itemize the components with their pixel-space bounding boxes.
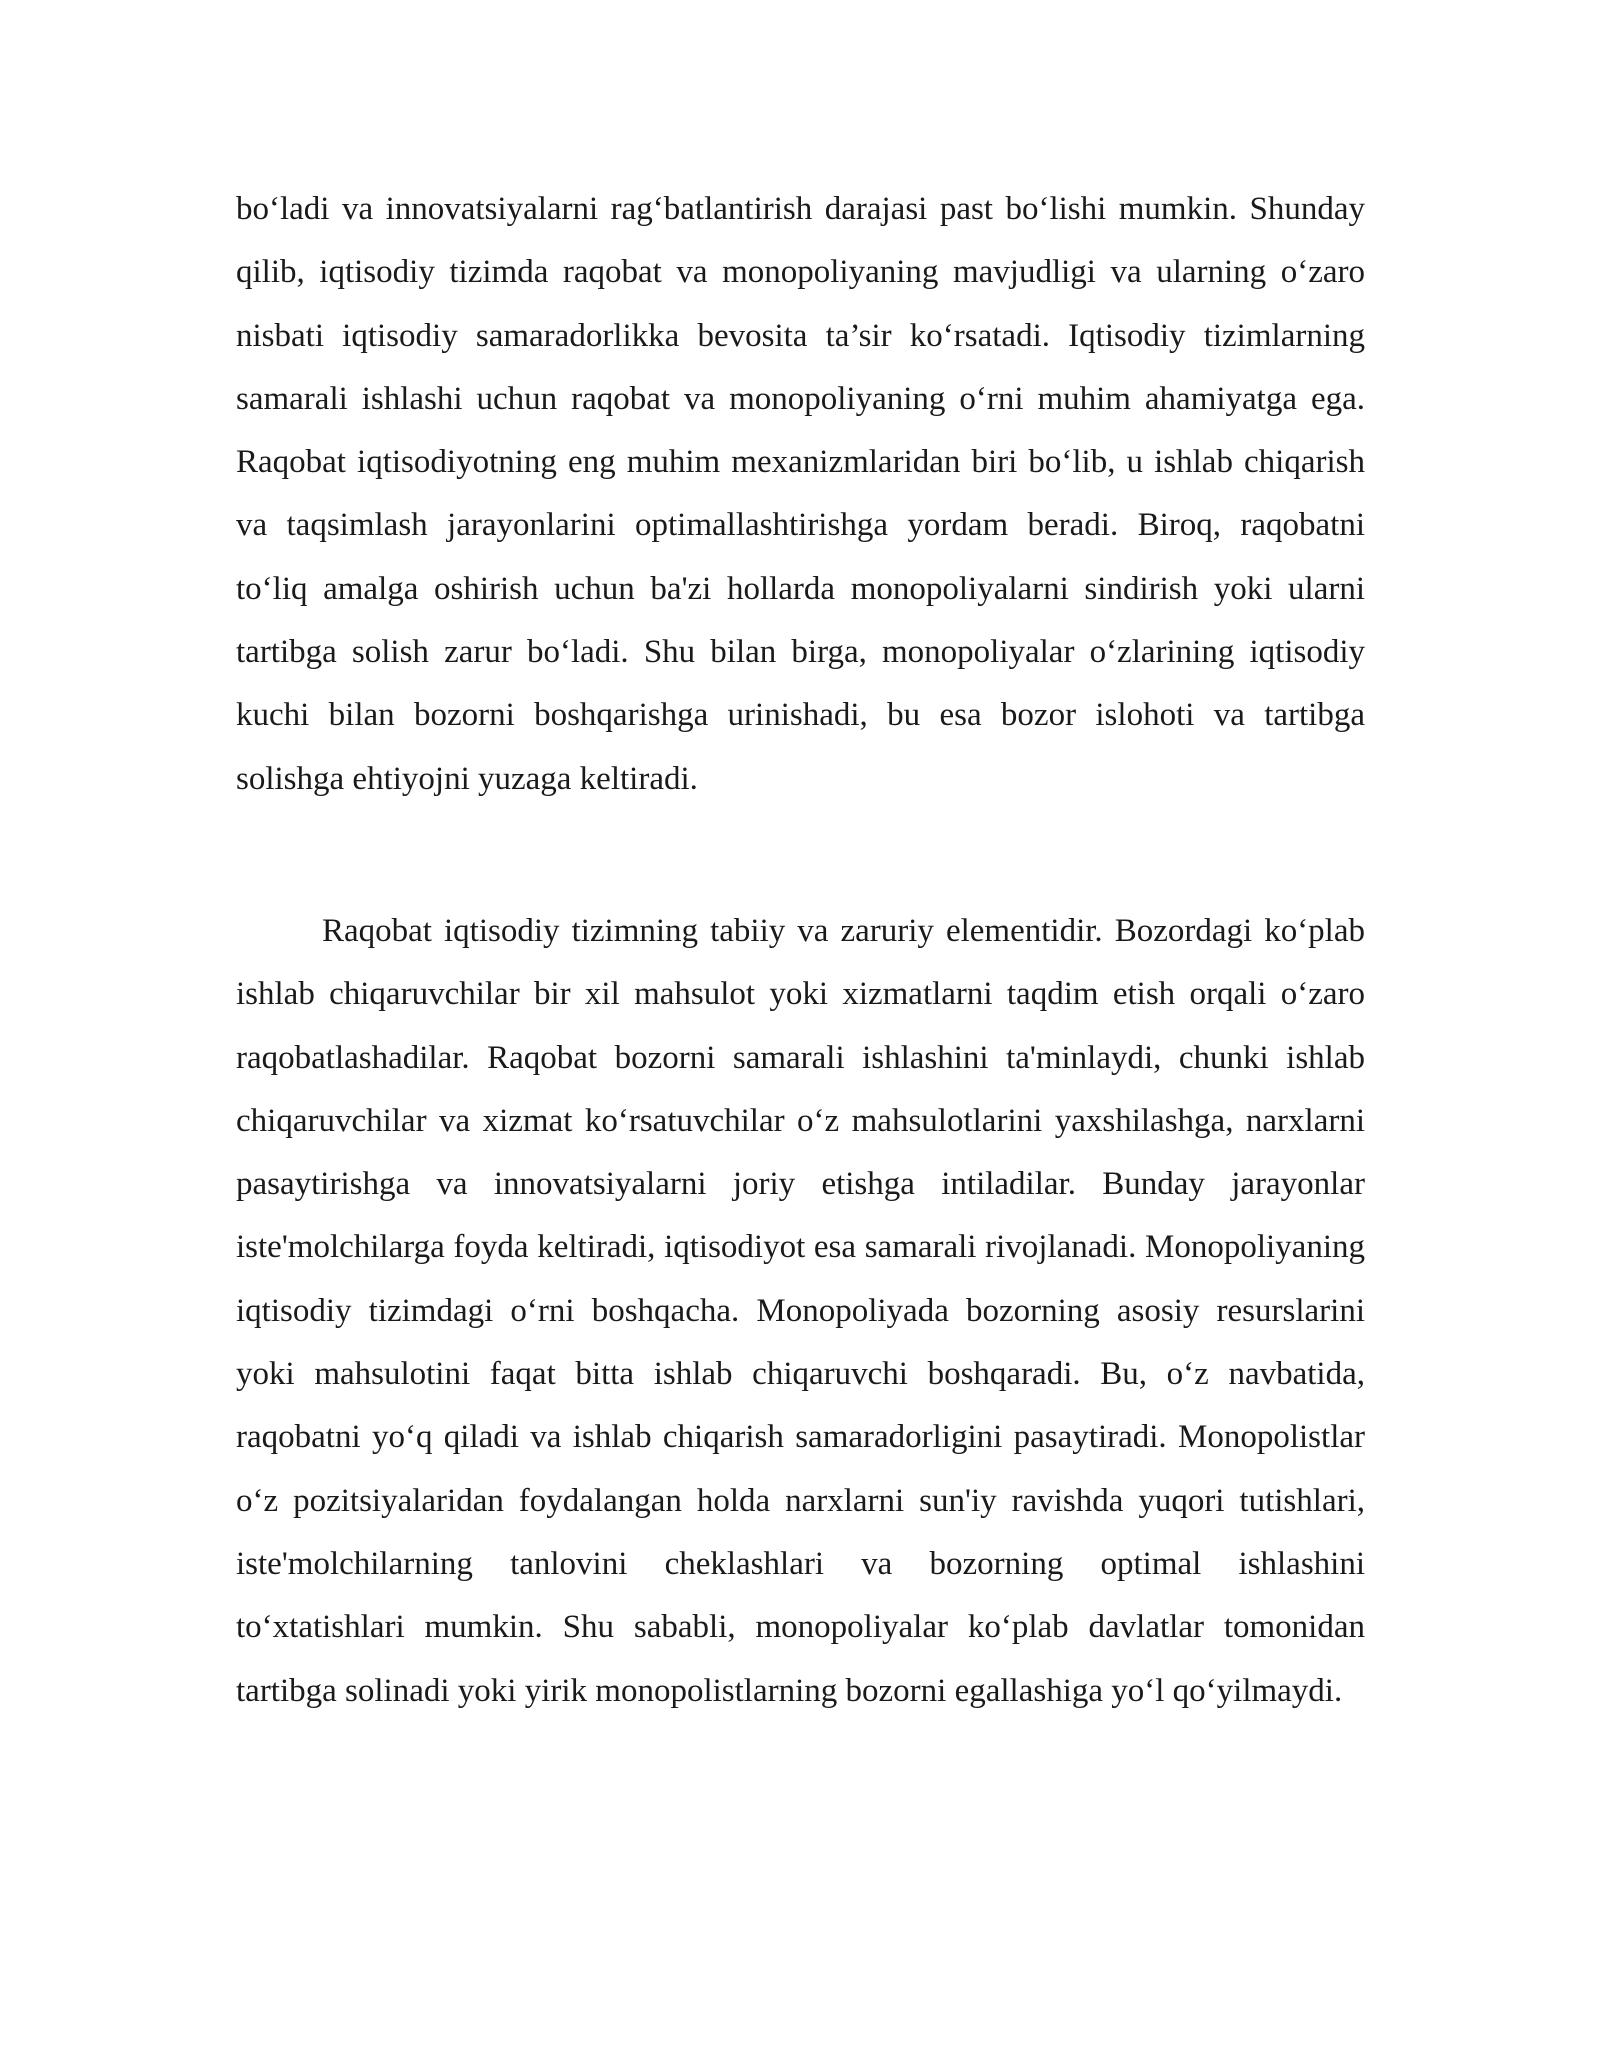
- paragraph-2: Raqobat iqtisodiy tizimning tabiiy va zaruriy elementidir. Bozordagi ko‘plab ishlab chiqaruvchilar bir xil mahsulot yoki xizmatlarni taqdim etish orqali o‘zaro raqobatlashadilar. Raqobat bozorni samarali ishlashini ta'minlaydi, chunki ishlab chiqaruvchilar va xizmat ko‘rsatuvchilar o‘z mahsulotlarini yaxshilashga, narxlarni pasaytirishga va innovatsiyalarni joriy etishga intiladilar. Bunday jarayonlar iste'molchilarga foyda keltiradi, iqtisodiyot esa samarali rivojlanadi. Monopoliyaning iqtisodiy tizimdagi o‘rni boshqacha. Monopoliyada bozorning asosiy resurslarini yoki mahsulotini faqat bitta ishlab chiqaruvchi boshqaradi. Bu, o‘z navbatida, raqobatni yo‘q qiladi va ishlab chiqarish samaradorligini pasaytiradi. Monopolistlar o‘z pozitsiyalaridan foydalangan holda narxlarni sun'iy ravishda yuqori tutishlari, iste'molchilarning tanlovini cheklashlari va bozorning optimal ishlashini to‘xtatishlari mumkin. Shu sababli, monopoliyalar ko‘plab davlatlar tomonidan tartibga solinadi yoki yirik monopolistlarning bozorni egallashiga yo‘l qo‘yilmaydi.: [236, 913, 1365, 1709]
- paragraph-1: bo‘ladi va innovatsiyalarni rag‘batlantirish darajasi past bo‘lishi mumkin. Shunday qilib, iqtisodiy tizimda raqobat va monopoliyaning mavjudligi va ularning o‘zaro nisbati iqtisodiy samaradorlikka bevosita ta’sir ko‘rsatadi. Iqtisodiy tizimlarning samarali ishlashi uchun raqobat va monopoliyaning o‘rni muhim ahamiyatga ega. Raqobat iqtisodiyotning eng muhim mexanizmlaridan biri bo‘lib, u ishlab chiqarish va taqsimlash jarayonlarini optimallashtirishga yordam beradi. Biroq, raqobatni to‘liq amalga oshirish uchun ba'zi hollarda monopoliyalarni sindirish yoki ularni tartibga solish zarur bo‘ladi. Shu bilan birga, monopoliyalar o‘zlarining iqtisodiy kuchi bilan bozorni boshqarishga urinishadi, bu esa bozor islohoti va tartibga solishga ehtiyojni yuzaga keltiradi.: [236, 191, 1365, 797]
